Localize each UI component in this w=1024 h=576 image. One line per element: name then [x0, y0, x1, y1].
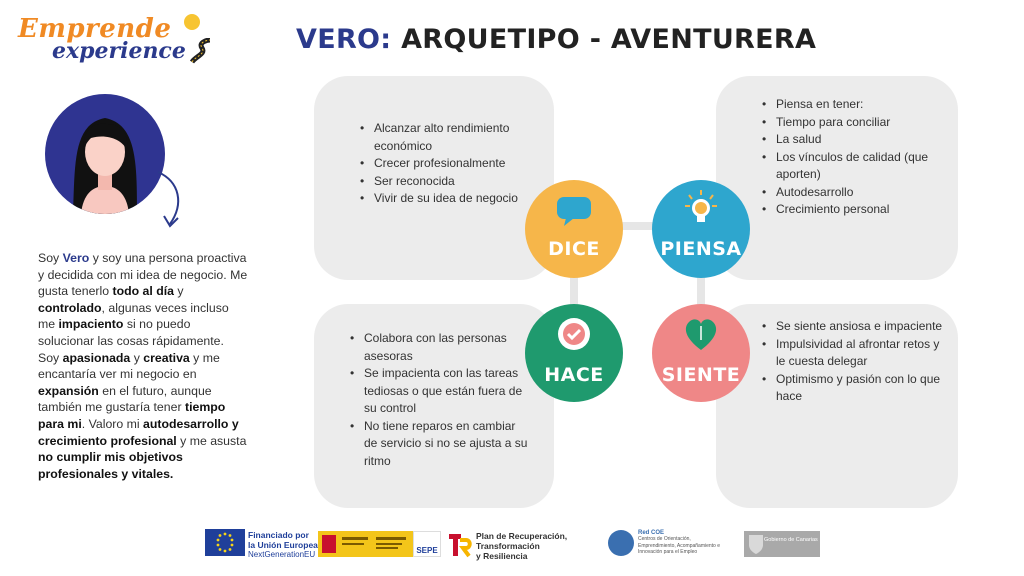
check-circle-icon [556, 316, 592, 352]
list-item: • Ser reconocida [358, 173, 528, 191]
list-item: • Crecimiento personal [760, 201, 950, 219]
woman-avatar-icon [45, 94, 165, 214]
siente-label: SIENTE [661, 364, 741, 386]
canarias-shield-icon [747, 533, 765, 555]
persona-description [38, 250, 248, 482]
dice-box [314, 76, 554, 280]
dice-label: DICE [548, 238, 600, 260]
bio-bold: autodesarrollo y crecimiento profesional [38, 416, 239, 448]
list-item: • Autodesarrollo [760, 184, 950, 202]
list-item: • Optimismo y pasión con lo que hace [760, 371, 950, 406]
list-item: • Se siente ansiosa e impaciente [760, 318, 950, 336]
list-item: • Colabora con las personas asesoras [348, 330, 528, 365]
dice-circle [525, 180, 623, 278]
red-coe-globe-icon [608, 530, 634, 556]
list-item: • Vivir de su idea de negocio [358, 190, 528, 208]
spain-ministry-icon [318, 531, 414, 557]
logo-line1: Emprende [18, 14, 172, 44]
red-coe-description: Centros de Orientación, Emprendimiento, Acompañamiento e Innovación para el Empleo [638, 536, 720, 556]
plan-line1: Plan de Recuperación, [476, 531, 568, 541]
bio-bold: controlado [38, 300, 102, 315]
bio-text: si no puedo solucionar las cosas rápidamente. Soy [38, 317, 224, 365]
sepe-logo: SEPE [413, 531, 441, 557]
list-item: • Tiempo para conciliar [760, 114, 950, 132]
list-item: • No tiene reparos en cambiar de servicio si no se ajusta a su ritmo [348, 418, 528, 471]
eu-funding-text [248, 530, 328, 560]
plan-line3: y Resiliencia [476, 551, 528, 561]
bio-bold: creativa [143, 350, 190, 365]
bio-bold: expansión [38, 383, 99, 398]
bio-text: y me encantaría ver mi negocio en [38, 350, 220, 382]
red-coe-text [638, 530, 728, 556]
bio-bold: tiempo para mi [38, 400, 226, 431]
avatar [45, 94, 165, 214]
bio-text: y me asusta [176, 433, 247, 448]
bio-text: Soy [38, 251, 63, 265]
heart-icon [681, 316, 721, 352]
plan-line2: Transformación [476, 541, 540, 551]
bio-text: . Valoro mi [81, 416, 144, 431]
red-coe-title: Red COE [638, 530, 665, 536]
bio-name: Vero [62, 251, 90, 265]
list-item: • Crecer profesionalmente [358, 155, 528, 173]
tr-logo-icon [447, 530, 473, 558]
piensa-box [716, 76, 958, 280]
eu-line3: NextGenerationEU [248, 550, 316, 559]
emprende-experience-logo [18, 14, 228, 66]
piensa-list [760, 96, 950, 219]
canarias-text: Gobierno de Canarias [764, 537, 818, 543]
bio-bold: no cumplir mis objetivos profesionales y vitales. [38, 450, 183, 481]
smiley-icon [184, 14, 200, 30]
title-archetype: ARQUETIPO - AVENTURERA [391, 24, 817, 55]
bio-bold: apasionada [62, 350, 131, 365]
list-item: • La salud [760, 131, 950, 149]
piensa-label: PIENSA [660, 238, 742, 260]
logo-line2: experience [52, 38, 186, 64]
hace-label: HACE [544, 364, 604, 386]
siente-list [760, 318, 950, 406]
curved-arrow-icon [150, 168, 190, 234]
list-item: • Alcanzar alto rendimiento económico [358, 120, 528, 155]
lightbulb-icon [681, 188, 721, 228]
bio-text: y [130, 350, 144, 365]
list-item: • Se impacienta con las tareas tediosas o que están fuera de su control [348, 365, 528, 418]
eu-stars-icon [205, 529, 245, 556]
plan-recuperacion-text [476, 531, 576, 561]
title-name: VERO: [296, 24, 392, 55]
hace-box [314, 304, 554, 508]
siente-box [716, 304, 958, 508]
hace-list [348, 330, 528, 470]
eu-line1: Financiado por [248, 530, 309, 540]
eu-flag-logo [205, 529, 245, 556]
eu-line2: la Unión Europea [248, 540, 318, 550]
bio-bold: impaciento [58, 317, 124, 332]
page-title [296, 24, 816, 55]
hace-circle [525, 304, 623, 402]
bio-text: en el futuro, aunque también me gustaría tener [38, 383, 212, 415]
list-item: • Impulsividad al afrontar retos y le cuesta delegar [760, 336, 950, 371]
bio-text: , algunas veces incluso me [38, 300, 229, 332]
dice-list [358, 120, 528, 208]
gobierno-canarias-logo [744, 531, 820, 557]
siente-circle [652, 304, 750, 402]
list-item: • Los vínculos de calidad (que aporten) [760, 149, 950, 184]
speech-bubble-icon [554, 194, 594, 228]
bio-bold: todo al día [112, 284, 175, 299]
piensa-circle [652, 180, 750, 278]
road-icon [188, 38, 214, 64]
bio-text: y soy una persona proactiva y decidida con mi idea de negocio. Me gusta tenerlo [38, 251, 248, 299]
bio-text: y [174, 284, 184, 299]
list-item: • Piensa en tener: [760, 96, 950, 114]
